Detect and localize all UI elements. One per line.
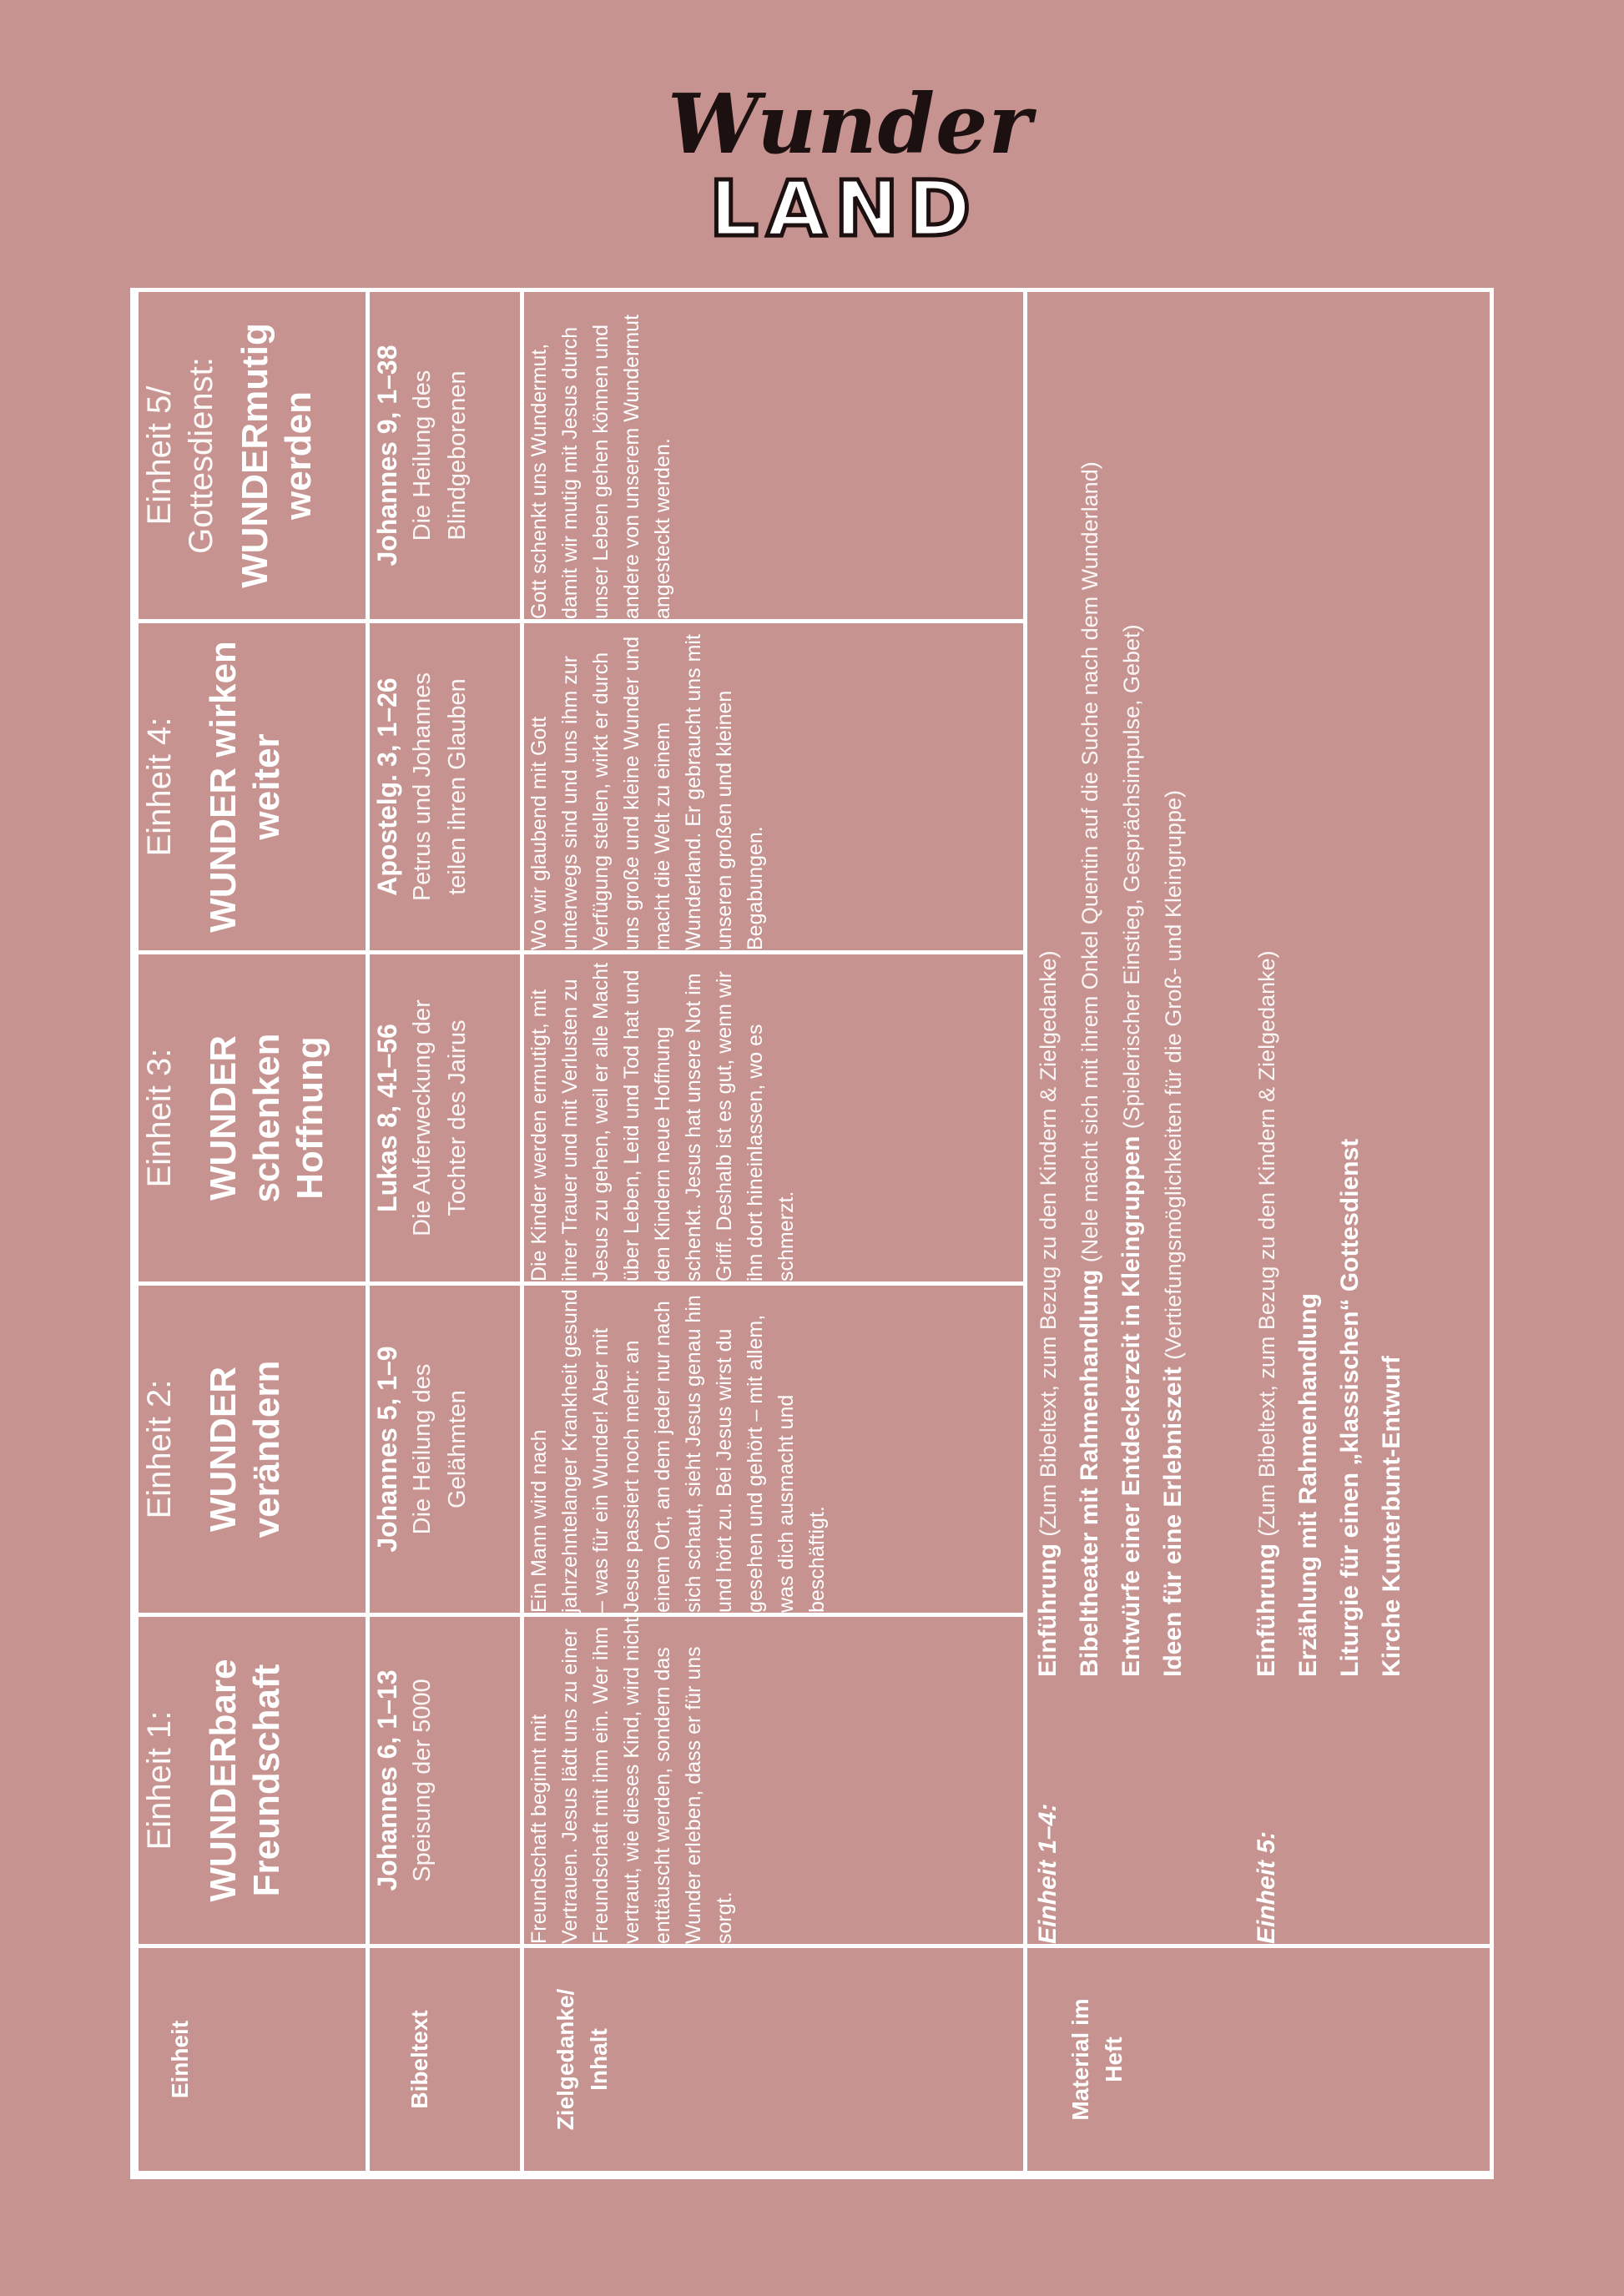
ziel-text: Gott schenkt uns Wundermut, damit wir mutig mit Jesus durch unser Leben gehen können und andere von unserem Wundermut angesteckt werden. xyxy=(527,314,674,619)
unit-5-cell xyxy=(137,290,368,622)
bible-reference: Johannes 9, 1–38 xyxy=(372,345,402,566)
unit-title: WUNDERmutig werden xyxy=(235,323,319,588)
unit-number: Einheit 1: xyxy=(141,1710,178,1850)
material-label: Einheit 1–4: xyxy=(1034,1803,1062,1944)
ziel-text: Die Kinder werden ermutigt, mit ihrer Trauer und mit Verlusten zu Jesus zu gehen, weil er alle Macht über Leben, Leid und Tod hat und den Kindern neue Hoffnung schenkt. Jesus hat unsere Not im Griff. Deshalb ist es gut, wenn wir ihn dort hineinlassen, wo es schmerzt. xyxy=(527,962,798,1281)
row-zielgedanke xyxy=(522,290,1026,2173)
ziel-text: Freundschaft beginnt mit Vertrauen. Jesus lädt uns zu einer Freundschaft mit ihm ein. Wer ihm vertraut, wie dieses Kind, wird nicht enttäuscht werden, sondern das Wunder erleben, dass er für uns sorgt. xyxy=(527,1617,736,1944)
row-label-cell xyxy=(522,1946,1026,2173)
bible-cell xyxy=(368,290,522,622)
ziel-cell xyxy=(522,1284,1026,1615)
bible-cell xyxy=(368,1615,522,1946)
material-item: Bibeltheater mit Rahmenhandlung (Nele macht sich mit ihrem Onkel Quentin auf die Suche nach dem Wunderland) xyxy=(1076,461,1103,1677)
bible-reference: Lukas 8, 41–56 xyxy=(372,1024,402,1212)
row-label-cell xyxy=(137,1946,368,2173)
bible-cell xyxy=(368,1284,522,1615)
row-label-material: Material im Heft xyxy=(1067,1998,1127,2121)
overview-table xyxy=(130,288,1494,2179)
bible-description: Die Heilung des Blindgeborenen xyxy=(409,370,471,541)
material-block-2 xyxy=(1246,292,1413,1944)
material-item: Liturgie für einen „klassischen“ Gottesdienst xyxy=(1336,1138,1364,1677)
row-label-zielgedanke: Zielgedanke/ Inhalt xyxy=(552,1988,612,2131)
material-item: Einführung (Zum Bibeltext, zum Bezug zu den Kindern & Zielgedanke) xyxy=(1253,950,1280,1677)
bible-cell xyxy=(368,953,522,1284)
unit-1-cell xyxy=(137,1615,368,1946)
material-item: Kirche Kunterbunt-Entwurf xyxy=(1378,1356,1405,1677)
unit-title: WUNDER verändern xyxy=(203,1360,287,1538)
row-label-cell xyxy=(1026,1946,1492,2173)
logo-block-text: LAND xyxy=(709,164,980,254)
bible-description: Die Heilung des Gelähmten xyxy=(409,1363,471,1535)
material-item: Einführung (Zum Bibeltext, zum Bezug zu den Kindern & Zielgedanke) xyxy=(1034,950,1062,1677)
logo-script-text: Wunder xyxy=(668,77,1033,173)
bible-reference: Johannes 5, 1–9 xyxy=(372,1346,402,1553)
material-items xyxy=(1246,292,1413,1677)
unit-number: Einheit 3: xyxy=(141,1048,178,1188)
bible-reference: Johannes 6, 1–13 xyxy=(372,1669,402,1891)
material-block-1 xyxy=(1027,292,1194,1944)
row-label-cell xyxy=(368,1946,522,2173)
row-einheit xyxy=(137,290,368,2173)
row-label-bibeltext: Bibeltext xyxy=(406,2010,432,2109)
material-item: Entwürfe einer Entdeckerzeit in Kleingruppen (Spielerischer Einstieg, Gesprächsimpulse, Gebet) xyxy=(1117,624,1145,1677)
ziel-text: Wo wir glaubend mit Gott unterwegs sind und uns ihm zur Verfügung stellen, wirkt er durch uns große und kleine Wunder und macht die Welt zu einem Wunderland. Er gebraucht uns mit unseren großen und kleinen Begabungen. xyxy=(527,634,767,950)
material-label: Einheit 5: xyxy=(1253,1830,1280,1944)
bible-description: Petrus und Johannes teilen ihren Glauben xyxy=(409,672,471,902)
material-item: Ideen für eine Erlebniszeit (Vertiefungsmöglichkeiten für die Groß- und Kleingruppe) xyxy=(1159,790,1187,1677)
row-material xyxy=(1026,290,1492,2173)
bible-description: Die Auferweckung der Tochter des Jairus xyxy=(409,999,471,1236)
unit-number: Einheit 5/ Gottesdienst: xyxy=(141,357,219,554)
unit-title: WUNDERbare Freundschaft xyxy=(203,1659,287,1902)
material-item: Erzählung mit Rahmenhandlung xyxy=(1294,1292,1322,1677)
unit-3-cell xyxy=(137,953,368,1284)
ziel-cell xyxy=(522,1615,1026,1946)
unit-number: Einheit 2: xyxy=(141,1379,178,1519)
ziel-cell xyxy=(522,290,1026,622)
unit-title: WUNDER wirken weiter xyxy=(203,641,287,933)
bible-cell xyxy=(368,622,522,953)
overview-grid xyxy=(134,288,1494,2175)
row-bibeltext xyxy=(368,290,522,2173)
wunderland-logo xyxy=(659,77,1033,254)
row-label-einheit: Einheit xyxy=(167,2020,193,2099)
unit-2-cell xyxy=(137,1284,368,1615)
unit-number: Einheit 4: xyxy=(141,717,178,857)
bible-reference: Apostelg. 3, 1–26 xyxy=(372,677,402,896)
material-cell xyxy=(1026,290,1492,1946)
bible-description: Speisung der 5000 xyxy=(409,1679,436,1882)
unit-title: WUNDER schenken Hoffnung xyxy=(203,1033,330,1203)
material-items xyxy=(1027,292,1194,1677)
ziel-cell xyxy=(522,622,1026,953)
ziel-text: Ein Mann wird nach jahrzehntelanger Krankheit gesund – was für ein Wunder! Aber mit Jesus passiert noch mehr: an einem Ort, an dem jeder nur nach sich schaut, sieht Jesus genau hin und hört zu. Bei Jesus wirst du gesehen und gehört – mit allem, was dich ausmacht und beschäftigt. xyxy=(527,1289,829,1613)
unit-4-cell xyxy=(137,622,368,953)
ziel-cell xyxy=(522,953,1026,1284)
